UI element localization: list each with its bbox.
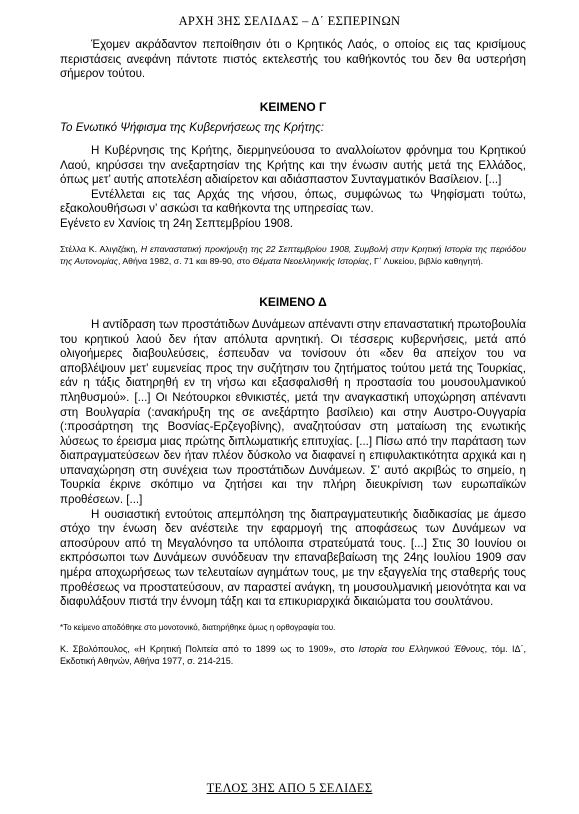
page-footer-text: ΤΕΛΟΣ 3ΗΣ ΑΠΟ 5 ΣΕΛΙΔΕΣ xyxy=(206,781,373,795)
intro-paragraph: Έχομεν ακράδαντον πεποίθησιν ότι ο Κρητικός Λαός, ο οποίος εις τας κρισίμους περιστάσεις ανεφάνη πάντοτε πιστός εκτελεστής του καθήκοντός του δεν θα υστερήση σήμερον τούτου. xyxy=(60,38,526,81)
text-d-source xyxy=(60,643,526,668)
page-header: ΑΡΧΗ 3ΗΣ ΣΕΛΙΔΑΣ – Δ΄ ΕΣΠΕΡΙΝΩΝ xyxy=(178,14,401,28)
text-g-source-work-title: Η επαναστατική προκήρυξη της 22 Σεπτεμβρίου 1908, Συμβολή στην Κρητική Ιστορία της περιόδου της Αυτονομίας xyxy=(60,243,526,266)
page-content xyxy=(60,38,526,668)
text-d-source-ending: , τόμ. ΙΔ΄, Εκδοτική Αθηνών, Αθήνα 1977, σ. 214-215. xyxy=(60,643,526,667)
text-d-source-book-title: Ιστορία του Ελληνικού Έθνους xyxy=(358,643,485,654)
page-footer xyxy=(0,781,579,796)
text-g-source xyxy=(60,243,526,268)
text-g-title: ΚΕΙΜΕΝΟ Γ xyxy=(259,99,327,114)
text-g-source-author: Στέλλα Κ. Αλιγιζάκη, xyxy=(60,243,141,254)
text-d-paragraph-2: Η ουσιαστική εντούτοις απεμπόληση της διαπραγματευτικής διαδικασίας με άμεσο στόχο την ένωση δεν ανέστειλε την εφαρμογή της αποφάσεως των Δυνάμεων να αποσύρουν από τη Μεγαλόνησο τα υπόλοιπα στρατεύματά τους. [...] Στις 30 Ιουνίου οι εκπρόσωποι των Δυνάμεων συνόδευαν την επαναβεβαίωση της 24ης Ιουλίου 1909 σαν ημέρα αποχωρήσεως των τελευταίων αγημάτων τους, με την εξαγγελία της σταθερής τους προθέσεως να προστατεύσουν, αν παραστεί ανάγκη, τη μουσουλμανική μειονότητα και να διαφυλάξουν πιστά την έννομη τάξη και τα επικυριαρχικά δικαιώματα του σουλτάνου. xyxy=(60,507,526,609)
text-g-paragraph-3: Εγένετο εν Χανίοις τη 24η Σεπτεμβρίου 1908. xyxy=(60,216,294,230)
text-g-paragraph-2: Εντέλλεται εις τας Αρχάς της νήσου, όπως, συμφώνως τω Ψηφίσματι τούτω, εξακολουθήσωσι ν’ ασκώσι τα καθήκοντα της υπηρεσίας των. xyxy=(60,187,526,216)
text-d-note: *Το κείμενο αποδόθηκε στο μονοτονικό, διατηρήθηκε όμως η ορθογραφία του. xyxy=(60,622,336,632)
text-g-subtitle: Το Ενωτικό Ψήφισμα της Κυβερνήσεως της Κρήτης: xyxy=(60,121,325,135)
text-g-source-book-title: Θέματα Νεοελληνικής Ιστορίας xyxy=(252,255,370,266)
text-d-paragraph-1: Η αντίδραση των προστάτιδων Δυνάμεων απέναντι στην επαναστατική πρωτοβουλία του κρητικού λαού δεν ήταν απόλυτα αρνητική. Οι τέσσερις κυβερνήσεις, μετά από ολιγοήμερες διαβουλεύσεις, έσπευδαν να τονίσουν ότι «δεν θα απείχον του να αποβλέψουν μετ’ ευμενείας προς την συζήτησιν του ζητήματος τούτου μετά της Τουρκίας, εάν η τάξις διατηρηθή εν τη νήσω και εξασφαλισθή η προστασία του μουσουλμανικού πληθυσμού». [...] Οι Νεότουρκοι εθνικιστές, μετά την αναγκαστική υποχώρηση απέναντι στη Βουλγαρία (:ανακήρυξη της σε ανεξάρτητο βασίλειο) και στην Αυστρο-Ουγγαρία (:προσάρτηση της Βοσνίας-Ερζεγοβίνης), αναζητούσαν στη ματαίωση της ενωτικής λύσεως το έρεισμα μιας πρώτης διπλωματικής επιτυχίας. [...] Πίσω από την παράταση των διαπραγματεύσεων δεν ήταν πλέον δύσκολο να διαφανεί η επιφυλακτικότητα αρχικά και η υπαναχώρηση στη συνέχεια των προστάτιδων Δυνάμεων. Σ’ αυτό ακριβώς το σημείο, η Τουρκία έκρινε σκόπιμο να ζητήσει και την πλήρη διευκρίνιση των ευρωπαϊκών προθέσεων. [...] xyxy=(60,317,526,507)
text-g-paragraph-1: Η Κυβέρνησις της Κρήτης, διερμηνεύουσα το αναλλοίωτον φρόνημα του Κρητικού Λαού, κηρύσσει την ανεξαρτησίαν της Κρήτης και την ένωσιν αυτής μετά της Ελλάδος, όπως μετ’ αυτής αποτελέση αδιαίρετον και αδιάσπαστον Συνταγματικόν Βασίλειον. [...] xyxy=(60,143,526,187)
text-d-source-author: Κ. Σβολόπουλος, «Η Κρητική Πολιτεία από το 1899 ως το 1909», στο xyxy=(60,643,359,654)
text-g-source-ending: , Γ΄ Λυκείου, βιβλίο καθηγητή. xyxy=(369,255,484,266)
text-g-source-details: , Αθήνα 1982, σ. 71 και 89-90, στο xyxy=(117,255,253,266)
text-d-title: ΚΕΙΜΕΝΟ Δ xyxy=(259,295,327,310)
